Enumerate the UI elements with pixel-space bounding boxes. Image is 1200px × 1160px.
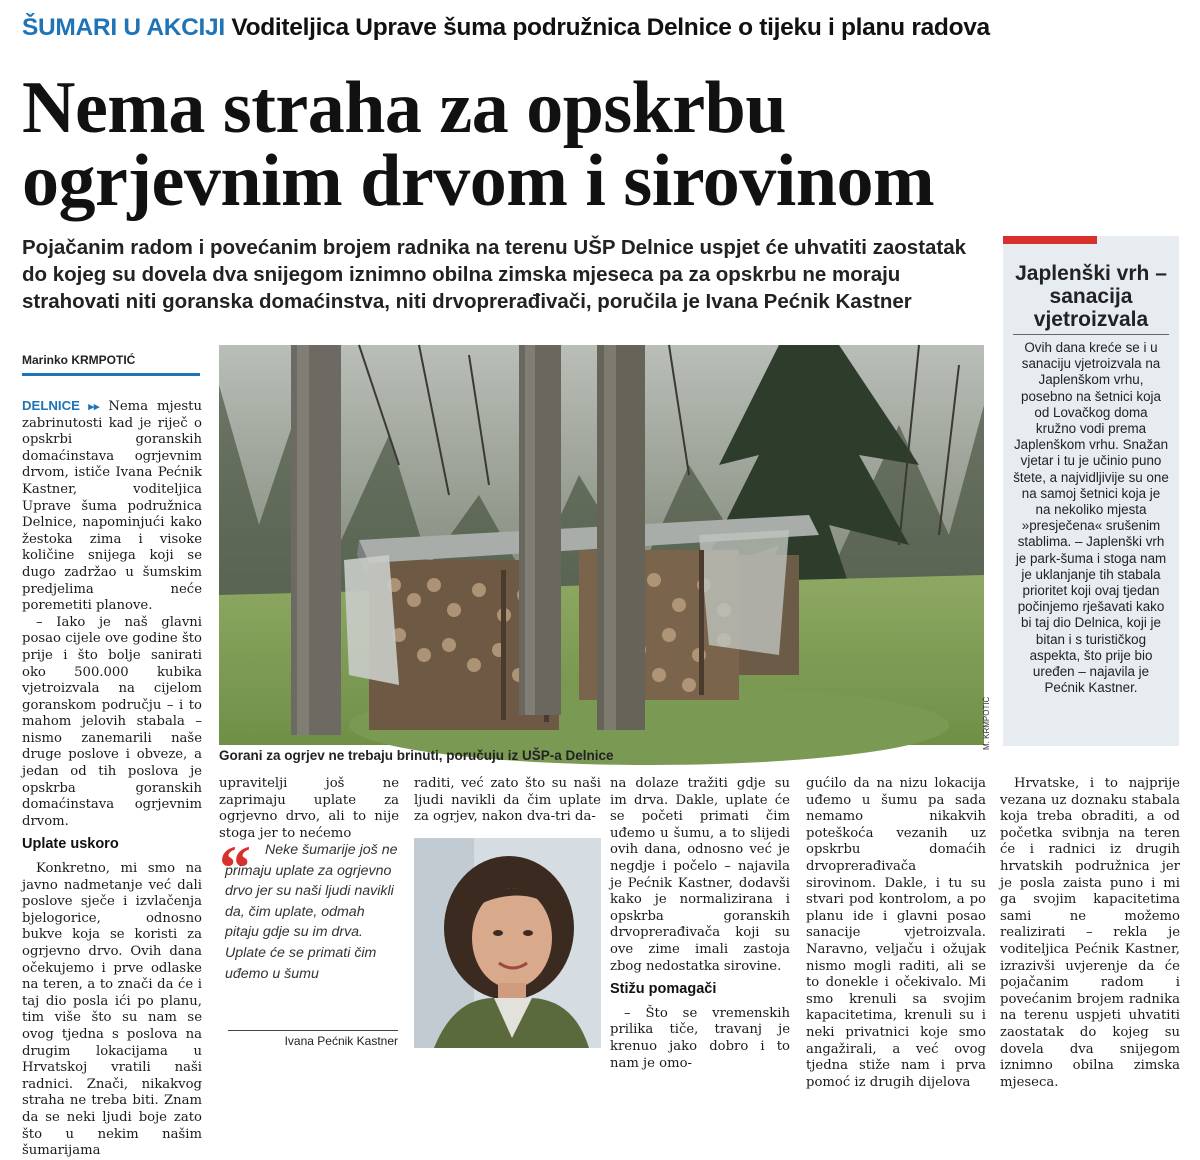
headline-line-2: ogrjevnim drvom i sirovinom xyxy=(22,140,935,222)
main-photo xyxy=(219,345,984,745)
photo-caption: Gorani za ogrjev ne trebaju brinuti, poručuju iz UŠP-a Delnice xyxy=(219,748,614,763)
kicker-subtitle: Voditeljica Uprave šuma podružnica Delnice o tijeku i planu radova xyxy=(231,14,990,41)
article-column-1 xyxy=(22,398,202,1160)
article-paragraph: DELNICE ▸▸ Nema mjestu zabrinutosti kad je riječ o opskrbi goranskih domaćinstava ogrjevnim drvom, ističe Ivana Pećnik Kastner, voditeljica Uprave šuma podružnica Delnice, napominjući kako žestoka zima i visoke količine snijega koji se dugo zadržao u šumskim predjelima neće poremetiti planove. xyxy=(22,398,202,614)
quote-attribution: Ivana Pećnik Kastner xyxy=(284,1034,398,1048)
article-column-6 xyxy=(1000,776,1180,1091)
byline: Marinko KRMPOTIĆ xyxy=(22,353,200,376)
article-paragraph: – Iako je naš glavni posao cijele ove godine što prije i što bolje sanirati oko 500.000 kubika vjetroizvala na cijelom goranskom području – i to mahom jelovih stabala – nismo zanemarili naše druge poslove i obveze, a jedan od tih poslova je opskrba goranskih domaćinstava ogrjevnim drvom. xyxy=(22,614,202,829)
article-paragraph: – Što se vremenskih prilika tiče, travanj je krenuo jako dobro i to nam je omo- xyxy=(610,1005,790,1071)
photo-credit: M. KRMPOTIĆ xyxy=(982,696,991,750)
kicker xyxy=(22,14,1182,48)
article-paragraph: Konkretno, mi smo na javno nadmetanje već dali poslove sječe i izvlačenja bjelogorice, odnosno bukve koja se koristi za ogrjevno drvo. Ovih dana očekujemo i prve odlaske na teren, a to znači da će i taj dio posla ići po planu, tim više što su nam se ovog tjedna s poslova na drugim lokacijama u Hrvatskoj vratili naši radnici. Znači, nikakvog straha ne treba biti. Znam da se neki ljudi boje zato što u nekim našim šumarijama xyxy=(22,861,202,1159)
headline-line-1: Nema straha za opskrbu xyxy=(22,67,786,149)
sidebar-box xyxy=(1003,236,1179,746)
subhead-uplate: Uplate uskoro xyxy=(22,836,119,853)
sidebar-divider xyxy=(1013,334,1169,335)
sidebar-title: Japlenški vrh – sanacija vjetroizvala xyxy=(1015,262,1167,331)
portrait-photo xyxy=(414,838,601,1048)
sidebar-accent-bar xyxy=(1003,236,1097,244)
article-paragraph: gućilo da na nizu lokacija uđemo u šumu pa sada nemamo nikakvih poteškoća vezanih uz opskrbu domaćih drvoprerađivača sirovinom. Dakle, i tu su stvari pod kontrolom, a po planu ide i glavni posao sanacije vjetroizvala. Naravno, veljaču i ožujak nismo mogli raditi, ali se to donekle i očekivalo. Mi smo krenuli sa svojim kapacitetima, krenuli su i neki privatnici koje smo angažirali, a već ovog tjedna stiže nam i prva pomoć iz drugih dijelova xyxy=(806,776,986,1090)
quote-text: Neke šumarije još ne primaju uplate za ogrjevno drvo jer su naši ljudi navikli da, čim uplate, odmah pitaju gdje su im drva. Uplate će se primati čim uđemo u šumu xyxy=(225,842,398,982)
sidebar-body: Ovih dana kreće se i u sanaciju vjetroizvala na Japlenškom vrhu, posebno na šetnici koja od Lovačkog doma kružno vodi prema Japlenškom vrhu. Snažan vjetar i tu je učinio puno štete, a najvidljivije su one na samoj šetnici koja je na nekoliko mjesta »presječena« srušenim stablima. – Japlenški vrh je park-šuma i stoga nam je uklanjanje tih stabala prioritet koji ovaj tjedan počinjemo rješavati kako bi taj dio Delnica, koji je bitan i s turističkog aspekta, što prije bio uređen – najavila je Pećnik Kastner. xyxy=(1013,340,1169,696)
lead-paragraph: Pojačanim radom i povećanim brojem radnika na terenu UŠP Delnice uspjet će uhvatiti zaostatak do kojeg su dovela dva snijegom iznimno obilna zimska mjeseca pa za opskrbu ne moraju strahovati niti goranska domaćinstva, niti drvoprerađivači, poručila je Ivana Pećnik Kastner xyxy=(22,236,967,313)
article-paragraph: raditi, već zato što su naši ljudi navikli da čim uplate za ogrjev, nakon dva-tri da- xyxy=(414,776,601,825)
article-column-5 xyxy=(806,776,986,1091)
kicker-tag: ŠUMARI U AKCIJI xyxy=(22,14,225,41)
article-column-3 xyxy=(414,776,601,826)
article-paragraph: Hrvatske, i to najprije vezana uz doznaku stabala koja treba obraditi, a od početka svibnja na teren će i radnici iz drugih hrvatskih podružnica jer je posla zaista puno i mi ga svojim kapacitetima sami ne možemo realizirati – rekla je voditeljica Pećnik Kastner, izrazivši uvjerenje da će pojačanim radom i povećanim brojem radnika na terenu uspjeti uhvatiti zaostatak do kojeg su dovela dva snijegom iznimno obilna zimska mjeseca. xyxy=(1000,776,1180,1090)
dateline: DELNICE ▸▸ xyxy=(22,398,100,413)
subhead-stizu-pomagaci: Stižu pomagači xyxy=(610,981,717,998)
article-paragraph: upravitelji još ne zaprimaju uplate za ogrjevno drvo, ali to nije stoga jer to nećemo xyxy=(219,776,399,841)
pull-quote xyxy=(219,832,399,1050)
double-arrow-icon: ▸▸ xyxy=(88,401,100,413)
headline xyxy=(22,67,1182,222)
quote-mark-icon: “ xyxy=(219,832,251,903)
quote-divider xyxy=(228,1030,398,1031)
article-paragraph: na dolaze tražiti gdje su im drva. Dakle, uplate će se početi primati čim uđemo u šumu, a to slijedi ovih dana, odnosno već je negdje i počelo – najavila je Pećnik Kastner, dodavši kako je normalizirana i opskrba goranskih drvoprerađivača koji su ove zime imali zastoja zbog nedostatka sirovine. xyxy=(610,776,790,974)
article-column-4 xyxy=(610,776,790,1072)
